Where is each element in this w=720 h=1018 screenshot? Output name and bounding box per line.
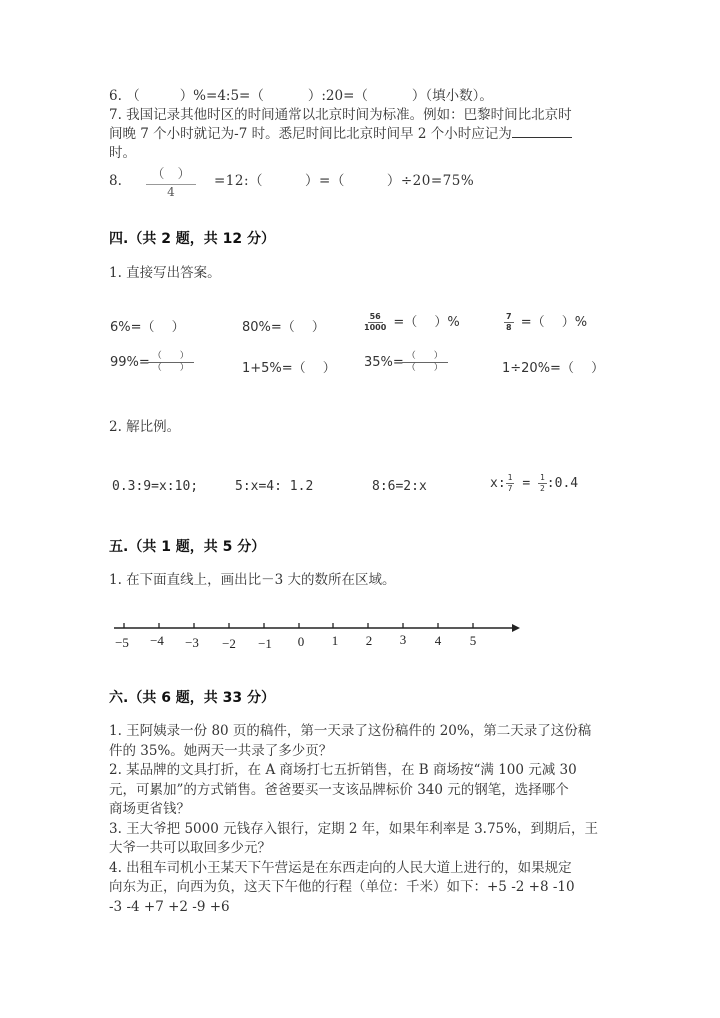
question-number: 8. [109, 173, 122, 189]
question-6: 6. （ ）%=4:5=（ ）:20=（ ）（填小数）。 [109, 88, 493, 104]
tick-label: 1 [331, 633, 339, 648]
number-line-axis [112, 620, 522, 634]
section-4-q2-title: 2. 解比例。 [109, 419, 181, 435]
section-5-q1-title: 1. 在下面直线上，画出比－3 大的数所在区域。 [109, 572, 396, 588]
fraction-numerator-blank[interactable]: （ ） [151, 167, 191, 182]
q8-rest: =12:（ ）=（ ）÷20=75% [214, 173, 475, 189]
text-line: -3 -4 +7 +2 -9 +6 [109, 898, 230, 915]
tick-label: 0 [297, 634, 305, 649]
section-5-heading: 五.（共 1 题，共 5 分） [109, 539, 266, 555]
calc-56-over-1000: $\frac{56}{1000}$ =（ ）% [364, 312, 460, 332]
fraction-denominator: 4 [167, 185, 175, 199]
tick-label: −4 [150, 633, 164, 648]
q8-fraction [146, 168, 196, 199]
proportion-3: 8:6=2:x [372, 479, 427, 494]
tick-label: 5 [469, 633, 477, 648]
proportion-1: 0.3:9=x:10; [112, 479, 199, 494]
calc-1-div-20-percent: 1÷20%=（ ） [502, 361, 605, 376]
section-4-q1-title: 1. 直接写出答案。 [109, 265, 221, 281]
section-6-heading: 六.（共 6 题，共 33 分） [109, 690, 276, 706]
calc-1-plus-5-percent: 1+5%=（ ） [242, 361, 336, 376]
fraction: $\frac{56}{1000}$ [364, 312, 387, 332]
calc-80-percent: 80%=（ ） [242, 320, 325, 335]
text-line: 1. 王阿姨录一份 80 页的稿件，第一天录了这份稿件的 20%，第二天录了这份稿 [109, 723, 592, 739]
answer-blank[interactable] [512, 125, 572, 138]
question-7-line-2: 间晚 7 个小时就记为-7 时。悉尼时间比北京时间早 2 个小时应记为 [109, 125, 572, 143]
tick-label: 3 [399, 632, 407, 647]
calc-35-percent: 35%= $\frac{( )}{( )}$ [364, 352, 446, 373]
proportion-2: 5:x=4: 1.2 [235, 479, 314, 494]
section-6-questions [109, 722, 598, 917]
question-number: 6. [109, 88, 122, 104]
text-line: 3. 王大爷把 5000 元钱存入银行，定期 2 年，如果年利率是 3.75%，到期后，王 [109, 820, 598, 837]
question-7-line-1: 7. 我国记录其他时区的时间通常以北京时间为标准。例如：巴黎时间比北京时 [109, 107, 572, 123]
calc-6-percent: 6%=（ ） [110, 320, 185, 335]
fraction: $\frac{1}{2}$ [539, 473, 545, 493]
calc-7-over-8: $\frac{7}{8}$ =（ ）% [506, 312, 588, 332]
calc-99-percent: 99%= $\frac{( )}{( )}$ [110, 352, 192, 373]
tick-label: −3 [185, 635, 199, 650]
tick-label: −5 [115, 635, 129, 650]
text-line: 商场更省钱？ [109, 801, 190, 817]
tick-label: 4 [434, 633, 442, 648]
proportion-4: x: $\frac{1}{7}$ = $\frac{1}{2}$ :0.4 [490, 473, 579, 493]
blank-fraction[interactable]: $\frac{( )}{( )}$ [404, 352, 446, 373]
text-line: 件的 35%。她两天一共录了多少页？ [109, 742, 333, 759]
number-line[interactable] [112, 620, 522, 660]
blank-fraction[interactable]: $\frac{( )}{( )}$ [150, 352, 192, 373]
question-7-line-3: 时。 [109, 145, 136, 161]
fraction: $\frac{1}{7}$ [507, 473, 513, 493]
text-line: 大爷一共可以取回多少元？ [109, 840, 271, 856]
text-line: 2. 某品牌的文具打折，在 A 商场打七五折销售，在 B 商场按“满 100 元减 30 [109, 762, 577, 778]
text-line: 元，可累加”的方式销售。爸爸要买一支该品牌标价 340 元的钢笔，选择哪个 [109, 781, 569, 798]
tick-label: −1 [258, 636, 272, 651]
text-line: 向东为正，向西为负，这天下午他的行程（单位：千米）如下：+5 -2 +8 -10 [109, 879, 575, 895]
tick-label: −2 [222, 636, 236, 651]
tick-label: 2 [365, 633, 373, 648]
section-4-heading: 四.（共 2 题，共 12 分） [109, 231, 276, 247]
question-8 [109, 172, 122, 190]
fraction: $\frac{7}{8}$ [506, 312, 512, 332]
text-line: 4. 出租车司机小王某天下午营运是在东西走向的人民大道上进行的，如果规定 [109, 859, 572, 876]
